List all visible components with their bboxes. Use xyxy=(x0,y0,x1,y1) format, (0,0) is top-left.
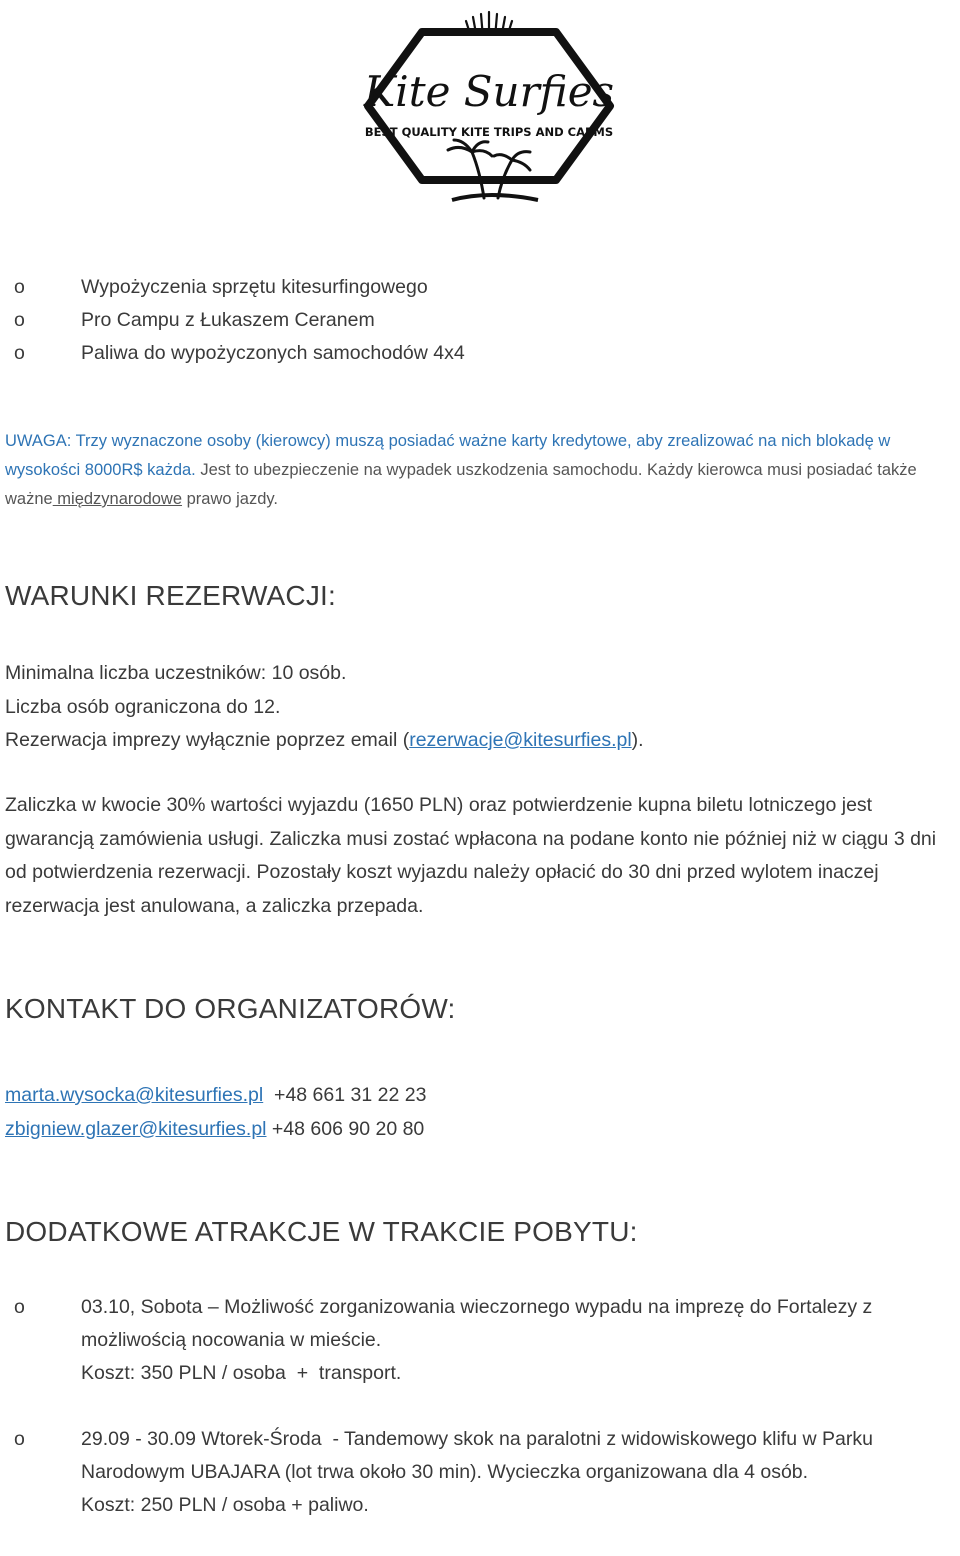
driver-note: UWAGA: Trzy wyznaczone osoby (kierowcy) muszą posiadać ważne karty kredytowe, aby zrealizować na nich blokadę w wysokości 8000R$ każda. Jest to ubezpieczenie na wypadek uszkodzenia samochodu. Każdy kierowca musi posiadać także ważne międzynarodowe prawo jazdy. xyxy=(5,432,917,508)
extra-attractions-list xyxy=(0,1291,945,1522)
list-item: o Paliwa do wypożyczonych samochodów 4x4 xyxy=(0,337,940,370)
list-item: o Pro Campu z Łukaszem Ceranem xyxy=(0,304,940,337)
booking-terms: Minimalna liczba uczestników: 10 osób. Liczba osób ograniczona do 12. Rezerwacja imprezy wyłącznie poprzez email (rezerwacje@kitesurfies.pl). xyxy=(5,662,644,751)
list-item: o Wypożyczenia sprzętu kitesurfingowego xyxy=(0,271,940,304)
deposit-terms: Zaliczka w kwocie 30% wartości wyjazdu (1650 PLN) oraz potwierdzenie kupna biletu lotniczego jest gwarancją zamówienia usługi. Zaliczka musi zostać wpłacona na podane konto nie później niż w ciągu 3 dni od potwierdzenia rezerwacji. Pozostały koszt wyjazdu należy opłacić do 30 dni przed wylotem inaczej rezerwacja jest anulowana, a zaliczka przepada. xyxy=(5,794,937,917)
logo-tagline: BEST QUALITY KITE TRIPS AND CAPMS xyxy=(364,125,614,139)
international-license-link[interactable]: międzynarodowe xyxy=(52,490,183,508)
section-heading-kontakt: KONTAKT DO ORGANIZATORÓW: xyxy=(5,993,456,1024)
logo-brand: Kite Surfies xyxy=(363,67,615,116)
bullet-icon: o xyxy=(14,309,25,331)
bullet-icon: o xyxy=(14,1428,25,1450)
bullet-icon: o xyxy=(14,1296,25,1318)
included-items-list xyxy=(0,271,940,370)
kite-surfies-logo xyxy=(342,2,636,210)
contact-phone: +48 606 90 20 80 xyxy=(266,1117,425,1140)
booking-email-link[interactable]: rezerwacje@kitesurfies.pl xyxy=(409,729,632,751)
section-heading-warunki: WARUNKI REZERWACJI: xyxy=(5,580,336,611)
contact-phone: +48 661 31 22 23 xyxy=(263,1084,427,1106)
list-item: o 03.10, Sobota – Możliwość zorganizowania wieczornego wypadu na imprezę do Fortalezy z możliwością nocowania w mieście. Koszt: 350 PLN / osoba + transport. xyxy=(0,1291,945,1390)
section-heading-dodatkowe: DODATKOWE ATRAKCJE W TRAKCIE POBYTU: xyxy=(5,1216,638,1247)
bullet-icon: o xyxy=(14,342,25,364)
list-item: o 29.09 - 30.09 Wtorek-Środa - Tandemowy skok na paralotni z widowiskowego klifu w Parku Narodowym UBAJARA (lot trwa około 30 min). Wycieczka organizowana dla 4 osób. Koszt: 250 PLN / osoba + paliwo. xyxy=(0,1423,945,1522)
contact-email-marta[interactable]: marta.wysocka@kitesurfies.pl xyxy=(5,1084,264,1106)
organizer-contacts xyxy=(5,1079,955,1146)
bullet-icon: o xyxy=(14,276,25,298)
contact-email-zbigniew[interactable]: zbigniew.glazer@kitesurfies.pl xyxy=(5,1117,267,1140)
